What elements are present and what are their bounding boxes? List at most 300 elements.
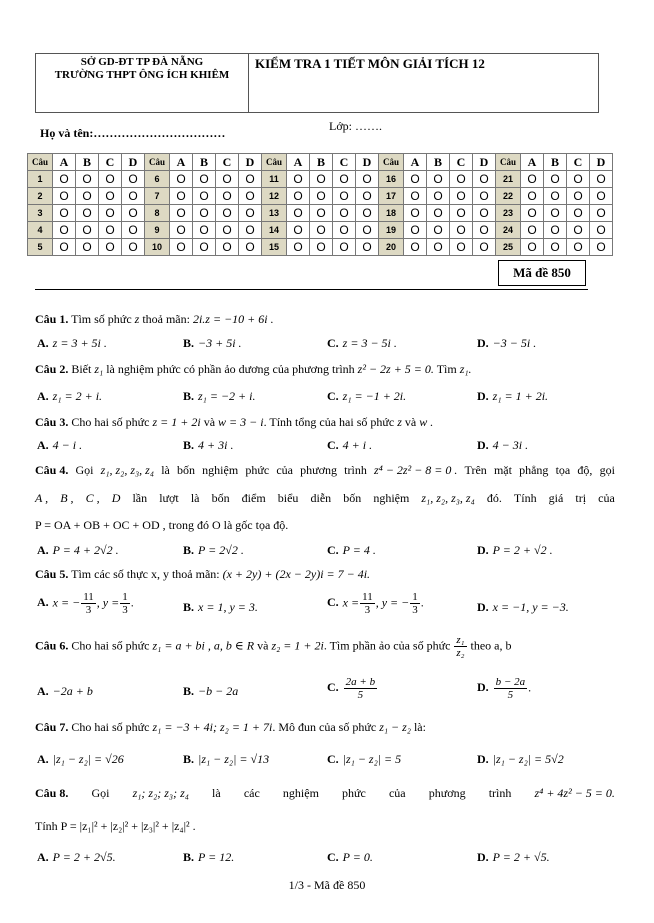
answer-bubble[interactable]: O (356, 222, 379, 239)
fraction (360, 591, 375, 616)
answer-bubble[interactable]: O (216, 188, 239, 205)
q-word: z₁, z₂, z₃, z₄ (100, 463, 155, 477)
q-word: trị (575, 491, 587, 505)
answer-bubble[interactable]: O (567, 171, 590, 188)
answer-bubble[interactable]: O (53, 239, 76, 256)
opt-math: −3 + 5i . (198, 336, 242, 350)
answer-bubble[interactable]: O (356, 205, 379, 222)
option-b (183, 600, 258, 615)
q-math: z² − 2z + 5 = 0. (357, 362, 434, 376)
option-d (477, 676, 531, 701)
question-4-line2 (35, 491, 615, 506)
opt-label: D. (477, 543, 489, 557)
answer-bubble[interactable]: O (99, 222, 122, 239)
frac-num: b − 2a (495, 676, 526, 688)
answer-bubble[interactable]: O (544, 188, 567, 205)
opt-end: . (528, 680, 532, 695)
opt-label: B. (183, 850, 195, 864)
opt-math: −3 − 5i . (492, 336, 537, 350)
opt-label: B. (183, 684, 195, 698)
option-c (327, 591, 424, 616)
q-word: lượt (159, 491, 179, 505)
opt-math: P = 4 + 2√2 . (52, 543, 119, 557)
q-word: D (111, 491, 121, 505)
answer-bubble[interactable]: O (356, 239, 379, 256)
q-word: gọi (599, 463, 615, 477)
grid-question-number: 1 (28, 171, 53, 188)
grid-header-a: A (287, 154, 310, 171)
frac-num: 1 (122, 591, 128, 603)
opt-label: A. (37, 850, 49, 864)
opt-math: x = − (52, 595, 81, 610)
answer-bubble[interactable]: O (170, 171, 193, 188)
answer-bubble[interactable]: O (76, 205, 99, 222)
answer-bubble[interactable]: O (170, 222, 193, 239)
q-text: theo a, b (470, 638, 512, 653)
opt-math: 4 − 3i . (492, 438, 529, 452)
opt-math: P = 2 + √2 . (492, 543, 553, 557)
answer-bubble[interactable]: O (53, 171, 76, 188)
q-word: là (161, 463, 170, 477)
grid-header-d: D (590, 154, 613, 171)
answer-grid (27, 153, 613, 256)
answer-bubble[interactable]: O (333, 239, 356, 256)
option-c (327, 850, 373, 865)
answer-bubble[interactable]: O (287, 222, 310, 239)
grid-header-b: B (427, 154, 450, 171)
answer-bubble[interactable]: O (193, 188, 216, 205)
q-text: là: (413, 720, 426, 734)
question-3 (35, 415, 433, 430)
q-math: 2i.z = −10 + 6i . (192, 312, 274, 326)
opt-math: z₁ = −1 + 2i. (342, 389, 407, 403)
answer-bubble[interactable]: O (53, 188, 76, 205)
q-word: phức (342, 786, 366, 800)
q-word: trình (488, 786, 512, 800)
option-a (37, 543, 119, 558)
option-a (37, 336, 107, 351)
answer-bubble[interactable]: O (76, 188, 99, 205)
answer-bubble[interactable]: O (310, 188, 333, 205)
q-word: phức (245, 463, 270, 477)
answer-bubble[interactable]: O (216, 222, 239, 239)
grid-question-number: 12 (262, 188, 287, 205)
question-2 (35, 362, 472, 377)
answer-bubble[interactable]: O (427, 239, 450, 256)
option-d (477, 543, 553, 558)
page-footer: 1/3 - Mã đề 850 (288, 878, 366, 892)
q-math: z₁ = −3 + 4i; z₂ = 1 + 7i (152, 720, 273, 734)
answer-bubble[interactable]: O (216, 205, 239, 222)
grid-question-number: 20 (379, 239, 404, 256)
q-word: z⁴ + 4z² − 5 = 0. (534, 786, 615, 800)
answer-bubble[interactable]: O (450, 205, 473, 222)
option-c (327, 752, 401, 767)
q-math: z₁. (459, 362, 472, 376)
school-line1: SỞ GD-ĐT TP ĐÀ NẴNG (80, 56, 204, 68)
answer-bubble[interactable]: O (193, 222, 216, 239)
grid-header-cau: Câu (28, 154, 53, 171)
answer-bubble[interactable]: O (287, 205, 310, 222)
answer-bubble[interactable]: O (333, 205, 356, 222)
option-d (477, 600, 569, 615)
q-text: . Tính tổng của hai số phức (263, 415, 395, 429)
option-d (477, 438, 528, 453)
opt-label: A. (37, 438, 49, 452)
answer-bubble[interactable]: O (521, 188, 544, 205)
answer-bubble[interactable]: O (473, 188, 496, 205)
answer-bubble[interactable]: O (450, 239, 473, 256)
opt-math: x = (342, 595, 360, 610)
opt-label: A. (37, 752, 49, 766)
opt-math: , y = − (375, 595, 410, 610)
option-d (477, 850, 550, 865)
q-text: và (257, 638, 269, 653)
opt-label: D. (477, 600, 489, 614)
answer-bubble[interactable]: O (333, 188, 356, 205)
option-a (37, 752, 124, 767)
answer-bubble[interactable]: O (427, 188, 450, 205)
grid-header-c: C (567, 154, 590, 171)
answer-bubble[interactable]: O (567, 205, 590, 222)
answer-bubble[interactable]: O (404, 188, 427, 205)
q-word: của (388, 786, 406, 800)
q-word: C , (85, 491, 100, 505)
grid-header-d: D (122, 154, 145, 171)
frac-num: 2a + b (345, 676, 376, 688)
grid-row (28, 239, 613, 256)
option-b (183, 543, 244, 558)
question-1 (35, 312, 274, 327)
grid-header-a: A (170, 154, 193, 171)
q-label: Câu 8. (35, 786, 69, 800)
exam-title: KIỂM TRA 1 TIẾT MÔN GIẢI TÍCH 12 (255, 56, 485, 71)
option-c (327, 336, 397, 351)
answer-bubble[interactable]: O (544, 205, 567, 222)
answer-bubble[interactable]: O (404, 239, 427, 256)
answer-bubble[interactable]: O (216, 239, 239, 256)
q-word: Gọi (75, 463, 94, 477)
option-d (477, 389, 548, 404)
option-a (37, 438, 82, 453)
grid-header-row (28, 154, 613, 171)
grid-question-number: 22 (496, 188, 521, 205)
grid-question-number: 13 (262, 205, 287, 222)
option-c (327, 389, 406, 404)
answer-bubble[interactable]: O (310, 222, 333, 239)
answer-bubble[interactable]: O (590, 205, 613, 222)
q-text: Tìm (436, 362, 457, 376)
q-math: z₁ = a + bi , a, b ∈ R (152, 638, 255, 653)
grid-question-number: 18 (379, 205, 404, 222)
answer-bubble[interactable]: O (567, 222, 590, 239)
answer-bubble[interactable]: O (216, 171, 239, 188)
answer-bubble[interactable]: O (427, 205, 450, 222)
answer-bubble[interactable]: O (193, 205, 216, 222)
grid-question-number: 24 (496, 222, 521, 239)
opt-label: C. (327, 595, 339, 610)
q-word: trình (344, 463, 367, 477)
answer-bubble[interactable]: O (239, 188, 262, 205)
answer-bubble[interactable]: O (427, 171, 450, 188)
q-label: Câu 4. (35, 463, 69, 477)
answer-bubble[interactable]: O (287, 239, 310, 256)
school-info (36, 54, 249, 112)
grid-question-number: 23 (496, 205, 521, 222)
frac-num: z₁ (456, 634, 465, 646)
q-text: và (203, 415, 216, 429)
q-text: . Mô đun của số phức (272, 720, 377, 734)
answer-bubble[interactable]: O (239, 239, 262, 256)
option-a (37, 389, 102, 404)
q-word: Tính (513, 491, 537, 505)
opt-math: z = 3 − 5i . (342, 336, 397, 350)
answer-bubble[interactable]: O (473, 171, 496, 188)
opt-math: |z₁ − z₂| = √13 (198, 752, 270, 766)
opt-label: C. (327, 850, 339, 864)
option-b (183, 336, 242, 351)
opt-label: A. (37, 684, 49, 698)
q-word: là (212, 786, 221, 800)
opt-math: |z₁ − z₂| = √26 (52, 752, 124, 766)
opt-math: −b − 2a (198, 684, 239, 698)
q-word: nghiệm (282, 786, 319, 800)
answer-bubble[interactable]: O (99, 205, 122, 222)
answer-bubble[interactable]: O (473, 239, 496, 256)
opt-math: z₁ = −2 + i. (198, 389, 256, 403)
opt-label: D. (477, 336, 489, 350)
answer-bubble[interactable]: O (521, 171, 544, 188)
answer-bubble[interactable]: O (53, 222, 76, 239)
grid-header-c: C (99, 154, 122, 171)
q-word: lần (132, 491, 148, 505)
fraction (454, 634, 466, 659)
fraction (344, 676, 377, 701)
question-5 (35, 567, 370, 582)
answer-bubble[interactable]: O (170, 188, 193, 205)
grid-question-number: 25 (496, 239, 521, 256)
q-word: z⁴ − 2z² − 8 = 0 . (373, 463, 458, 477)
grid-question-number: 3 (28, 205, 53, 222)
grid-header-d: D (473, 154, 496, 171)
answer-bubble[interactable]: O (122, 222, 145, 239)
answer-bubble[interactable]: O (76, 239, 99, 256)
answer-bubble[interactable]: O (193, 171, 216, 188)
answer-bubble[interactable]: O (170, 239, 193, 256)
answer-bubble[interactable]: O (590, 222, 613, 239)
opt-math: , y = (96, 595, 120, 610)
grid-question-number: 19 (379, 222, 404, 239)
opt-end: . (420, 595, 424, 610)
opt-label: B. (183, 752, 195, 766)
opt-label: D. (477, 438, 489, 452)
frac-den: 3 (85, 604, 92, 616)
q-word: của (276, 463, 293, 477)
opt-label: D. (477, 752, 489, 766)
q-word: phương (428, 786, 466, 800)
opt-label: A. (37, 543, 49, 557)
q-text: Cho hai số phức (71, 638, 150, 653)
answer-bubble[interactable]: O (450, 188, 473, 205)
exam-header (35, 53, 599, 113)
opt-end: . (130, 595, 134, 610)
question-4-line3: P = OA + OB + OC + OD , trong đó O là gốc tọa độ. (35, 518, 289, 532)
opt-math: P = 4 . (342, 543, 376, 557)
grid-header-cau: Câu (379, 154, 404, 171)
answer-bubble[interactable]: O (544, 239, 567, 256)
q-math: z (397, 415, 402, 429)
answer-bubble[interactable]: O (99, 239, 122, 256)
answer-bubble[interactable]: O (473, 222, 496, 239)
grid-question-number: 5 (28, 239, 53, 256)
opt-math: z₁ = 2 + i. (52, 389, 103, 403)
grid-row (28, 222, 613, 239)
answer-bubble[interactable]: O (521, 239, 544, 256)
fraction (410, 591, 420, 616)
opt-label: C. (327, 438, 339, 452)
answer-bubble[interactable]: O (122, 239, 145, 256)
option-b (183, 389, 255, 404)
answer-bubble[interactable]: O (310, 205, 333, 222)
q-text: Biết (71, 362, 92, 376)
grid-header-b: B (76, 154, 99, 171)
answer-bubble[interactable]: O (404, 222, 427, 239)
grid-header-d: D (356, 154, 379, 171)
opt-math: z₁ = 1 + 2i. (492, 389, 549, 403)
grid-header-c: C (216, 154, 239, 171)
divider (35, 289, 588, 290)
frac-den: 3 (122, 604, 128, 616)
opt-label: A. (37, 389, 49, 403)
grid-question-number: 21 (496, 171, 521, 188)
answer-bubble[interactable]: O (521, 222, 544, 239)
opt-math: P = 2√2 . (198, 543, 244, 557)
answer-bubble[interactable]: O (333, 171, 356, 188)
answer-bubble[interactable]: O (310, 171, 333, 188)
answer-bubble[interactable]: O (590, 171, 613, 188)
answer-bubble[interactable]: O (450, 222, 473, 239)
grid-header-b: B (310, 154, 333, 171)
grid-question-number: 15 (262, 239, 287, 256)
answer-bubble[interactable]: O (99, 171, 122, 188)
grid-row (28, 171, 613, 188)
opt-math: P = 0. (342, 850, 373, 864)
q-word: nghiệm (202, 463, 239, 477)
opt-label: A. (37, 595, 49, 610)
answer-bubble[interactable]: O (76, 222, 99, 239)
answer-bubble[interactable]: O (590, 188, 613, 205)
opt-label: C. (327, 680, 339, 695)
answer-bubble[interactable]: O (76, 171, 99, 188)
option-b (183, 684, 238, 699)
answer-bubble[interactable]: O (310, 239, 333, 256)
answer-bubble[interactable]: O (287, 171, 310, 188)
grid-row (28, 205, 613, 222)
grid-question-number: 14 (262, 222, 287, 239)
answer-bubble[interactable]: O (122, 171, 145, 188)
q-word: z₁, z₂, z₃, z₄ (421, 491, 475, 505)
grid-header-cau: Câu (496, 154, 521, 171)
opt-math: P = 12. (198, 850, 235, 864)
opt-label: C. (327, 543, 339, 557)
opt-math: P = 2 + 2√5. (52, 850, 116, 864)
answer-bubble[interactable]: O (544, 171, 567, 188)
q-text: . Tìm phần ảo của số phức (323, 638, 451, 653)
answer-bubble[interactable]: O (521, 205, 544, 222)
answer-bubble[interactable]: O (122, 205, 145, 222)
answer-bubble[interactable]: O (590, 239, 613, 256)
option-a (37, 684, 93, 699)
q-text: Tìm số phức (71, 312, 132, 326)
answer-bubble[interactable]: O (567, 188, 590, 205)
answer-bubble[interactable]: O (427, 222, 450, 239)
opt-label: D. (477, 680, 489, 695)
fraction (81, 591, 96, 616)
question-4-line1 (35, 463, 615, 478)
frac-num: 1 (412, 591, 418, 603)
fraction (120, 591, 130, 616)
frac-num: 11 (83, 591, 94, 603)
question-7 (35, 720, 426, 735)
grid-question-number: 2 (28, 188, 53, 205)
q-word: biểu (277, 491, 299, 505)
q-word: bốn (211, 491, 230, 505)
q-word: z₁; z₂; z₃; z₄ (132, 786, 189, 800)
opt-label: C. (327, 389, 339, 403)
answer-bubble[interactable]: O (356, 171, 379, 188)
q-text: là nghiệm phức có phần ảo dương của phương trình (106, 362, 355, 376)
answer-bubble[interactable]: O (99, 188, 122, 205)
q-word: giá (548, 491, 564, 505)
question-8-line1 (35, 786, 615, 801)
q-word: bốn (177, 463, 196, 477)
answer-bubble[interactable]: O (450, 171, 473, 188)
answer-bubble[interactable]: O (287, 188, 310, 205)
answer-bubble[interactable]: O (122, 188, 145, 205)
opt-label: A. (37, 336, 49, 350)
frac-den: 5 (357, 689, 364, 701)
q-math: w = 3 − i (218, 415, 264, 429)
question-8-line2: Tính P = |z₁|² + |z₂|² + |z₃|² + |z₄|² . (35, 819, 196, 833)
grid-header-cau: Câu (145, 154, 170, 171)
q-word: phẳng (519, 463, 549, 477)
answer-bubble[interactable]: O (170, 205, 193, 222)
answer-bubble[interactable]: O (53, 205, 76, 222)
answer-bubble[interactable]: O (404, 171, 427, 188)
q-label: Câu 5. (35, 567, 69, 581)
option-c (327, 438, 372, 453)
grid-header-b: B (544, 154, 567, 171)
q-math: (x + 2y) + (2x − 2y)i = 7 − 4i. (222, 567, 371, 581)
answer-bubble[interactable]: O (567, 239, 590, 256)
grid-header-a: A (521, 154, 544, 171)
answer-bubble[interactable]: O (356, 188, 379, 205)
option-c (327, 676, 378, 701)
answer-bubble[interactable]: O (239, 205, 262, 222)
grid-question-number: 11 (262, 171, 287, 188)
answer-bubble[interactable]: O (239, 171, 262, 188)
answer-bubble[interactable]: O (404, 205, 427, 222)
q-math: z (134, 312, 140, 326)
answer-bubble[interactable]: O (193, 239, 216, 256)
answer-bubble[interactable]: O (544, 222, 567, 239)
grid-header-a: A (404, 154, 427, 171)
answer-bubble[interactable]: O (473, 205, 496, 222)
q-label: Câu 3. (35, 415, 69, 429)
answer-bubble[interactable]: O (239, 222, 262, 239)
answer-bubble[interactable]: O (333, 222, 356, 239)
q-word: độ, (577, 463, 593, 477)
